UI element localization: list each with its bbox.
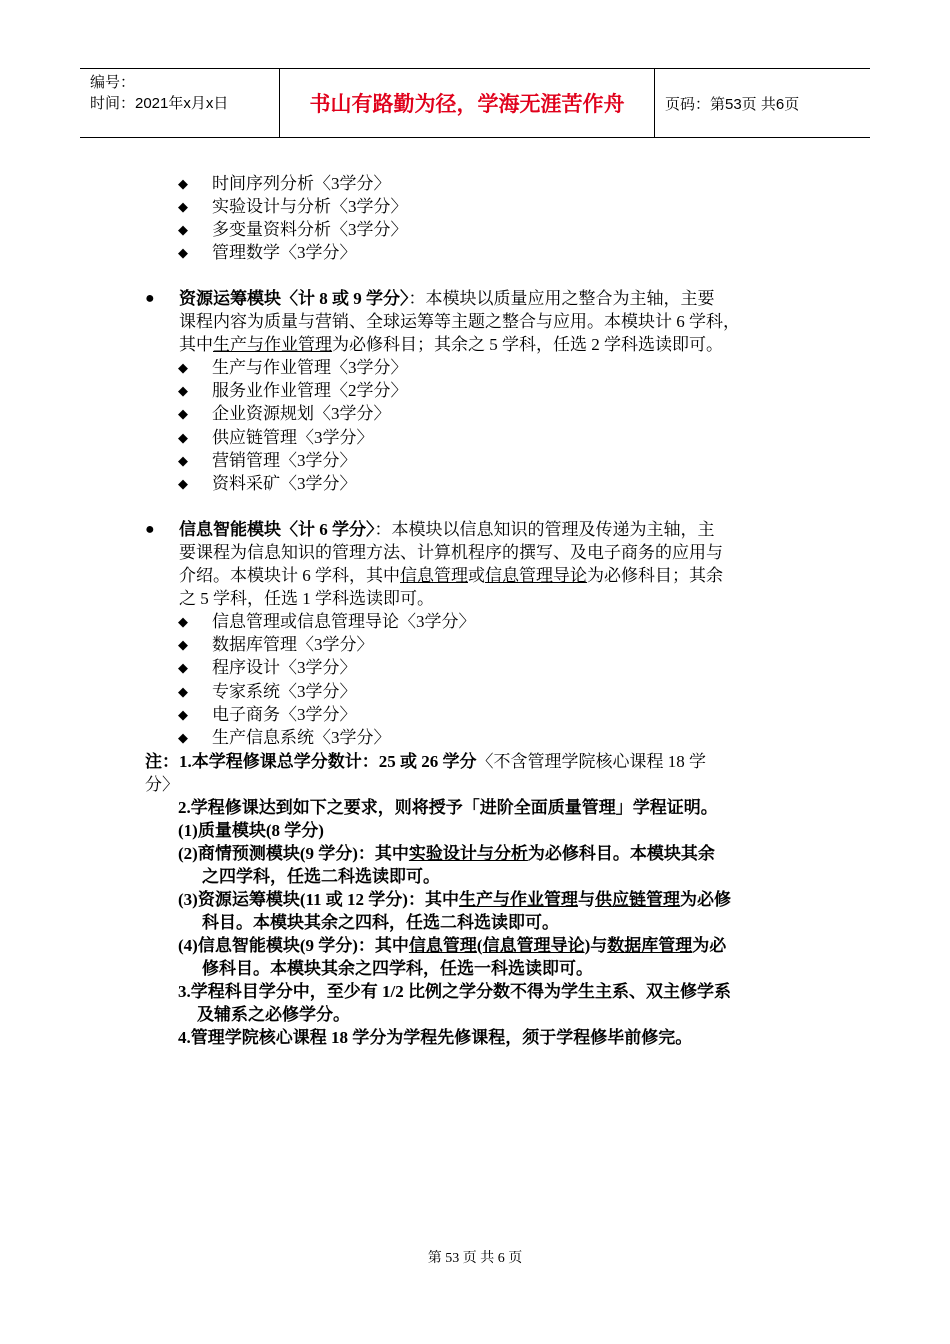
list-item: 管理数学〈3学分〉 xyxy=(212,243,357,262)
resource-line-2: 课程内容为质量与营销、全球运筹等主题之整合与应用。本模块计 6 学科， xyxy=(179,312,740,331)
list-item: 营销管理〈3学分〉 xyxy=(212,451,357,470)
note-3-cont: 及辅系之必修学分。 xyxy=(197,1005,350,1024)
diamond-bullet-icon: ◆ xyxy=(178,707,188,722)
list-item: 电子商务〈3学分〉 xyxy=(212,705,357,724)
note-2-3: (3)资源运筹模块(11 或 12 学分)：其中生产与作业管理与供应链管理为必修 xyxy=(178,890,731,909)
motto: 书山有路勤为径，学海无涯苦作舟 xyxy=(280,69,655,137)
resource-title: 资源运筹模块〈计 8 或 9 学分〉 xyxy=(179,289,409,308)
note-2-1: (1)质量模块(8 学分) xyxy=(178,821,324,840)
info-line-2: 要课程为信息知识的管理方法、计算机程序的撰写、及电子商务的应用与 xyxy=(179,543,723,562)
info-line-1: 信息智能模块〈计 6 学分〉：本模块以信息知识的管理及传递为主轴，主 xyxy=(179,520,715,539)
header-table xyxy=(80,68,870,138)
diamond-bullet-icon: ◆ xyxy=(178,730,188,745)
diamond-bullet-icon: ◆ xyxy=(178,637,188,652)
bullet-icon: ● xyxy=(145,521,155,538)
list-item: 信息管理或信息管理导论〈3学分〉 xyxy=(212,612,476,631)
diamond-bullet-icon: ◆ xyxy=(178,199,188,214)
note-2-3-cont: 科目。本模块其余之四科，任选二科选读即可。 xyxy=(202,913,559,932)
note-2: 2.学程修课达到如下之要求，则将授予「进阶全面质量管理」学程证明。 xyxy=(178,798,718,817)
list-item: 生产与作业管理〈3学分〉 xyxy=(212,358,408,377)
diamond-bullet-icon: ◆ xyxy=(178,614,188,629)
diamond-bullet-icon: ◆ xyxy=(178,406,188,421)
diamond-bullet-icon: ◆ xyxy=(178,245,188,260)
page-label: 页码：第53页 共6页 xyxy=(665,95,800,113)
info-line-4: 之 5 学科，任选 1 学科选读即可。 xyxy=(179,589,434,608)
diamond-bullet-icon: ◆ xyxy=(178,430,188,445)
list-item: 多变量资料分析〈3学分〉 xyxy=(212,220,408,239)
diamond-bullet-icon: ◆ xyxy=(178,453,188,468)
list-item: 时间序列分析〈3学分〉 xyxy=(212,174,391,193)
list-item: 资料采矿〈3学分〉 xyxy=(212,474,357,493)
note-2-2-cont: 之四学科，任选二科选读即可。 xyxy=(202,867,440,886)
resource-line-3: 其中生产与作业管理为必修科目；其余之 5 学科，任选 2 学科选读即可。 xyxy=(179,335,723,354)
note-1: 注：1.本学程修课总学分数计：25 或 26 学分〈不含管理学院核心课程 18 学 xyxy=(145,752,706,771)
number-label: 编号： xyxy=(90,74,136,91)
diamond-bullet-icon: ◆ xyxy=(178,360,188,375)
list-item: 专家系统〈3学分〉 xyxy=(212,682,357,701)
header-meta xyxy=(80,69,280,137)
note-1-cont: 分〉 xyxy=(145,775,179,794)
info-line-3: 介绍。本模块计 6 学科，其中信息管理或信息管理导论为必修科目；其余 xyxy=(179,566,723,585)
note-4: 4.管理学院核心课程 18 学分为学程先修课程，须于学程修毕前修完。 xyxy=(178,1028,693,1047)
bullet-icon: ● xyxy=(145,290,155,307)
list-item: 服务业作业管理〈2学分〉 xyxy=(212,381,408,400)
diamond-bullet-icon: ◆ xyxy=(178,660,188,675)
page-footer: 第 53 页 共 6 页 xyxy=(427,1251,523,1266)
note-2-2: (2)商情预测模块(9 学分)：其中实验设计与分析为必修科目。本模块其余 xyxy=(178,844,715,863)
list-item: 供应链管理〈3学分〉 xyxy=(212,428,374,447)
list-item: 程序设计〈3学分〉 xyxy=(212,658,357,677)
resource-line-1: 资源运筹模块〈计 8 或 9 学分〉：本模块以质量应用之整合为主轴，主要 xyxy=(179,289,715,308)
list-item: 生产信息系统〈3学分〉 xyxy=(212,728,391,747)
diamond-bullet-icon: ◆ xyxy=(178,476,188,491)
time-label: 时间：2021年x月x日 xyxy=(90,95,229,112)
list-item: 实验设计与分析〈3学分〉 xyxy=(212,197,408,216)
diamond-bullet-icon: ◆ xyxy=(178,383,188,398)
info-title: 信息智能模块〈计 6 学分〉 xyxy=(179,520,375,539)
note-3: 3.学程科目学分中，至少有 1/2 比例之学分数不得为学生主系、双主修学系 xyxy=(178,982,731,1001)
list-item: 企业资源规划〈3学分〉 xyxy=(212,404,391,423)
list-item: 数据库管理〈3学分〉 xyxy=(212,635,374,654)
diamond-bullet-icon: ◆ xyxy=(178,222,188,237)
note-2-4-cont: 修科目。本模块其余之四学科，任选一科选读即可。 xyxy=(202,959,593,978)
note-2-4: (4)信息智能模块(9 学分)：其中信息管理(信息管理导论)与数据库管理为必 xyxy=(178,936,727,955)
diamond-bullet-icon: ◆ xyxy=(178,684,188,699)
diamond-bullet-icon: ◆ xyxy=(178,176,188,191)
